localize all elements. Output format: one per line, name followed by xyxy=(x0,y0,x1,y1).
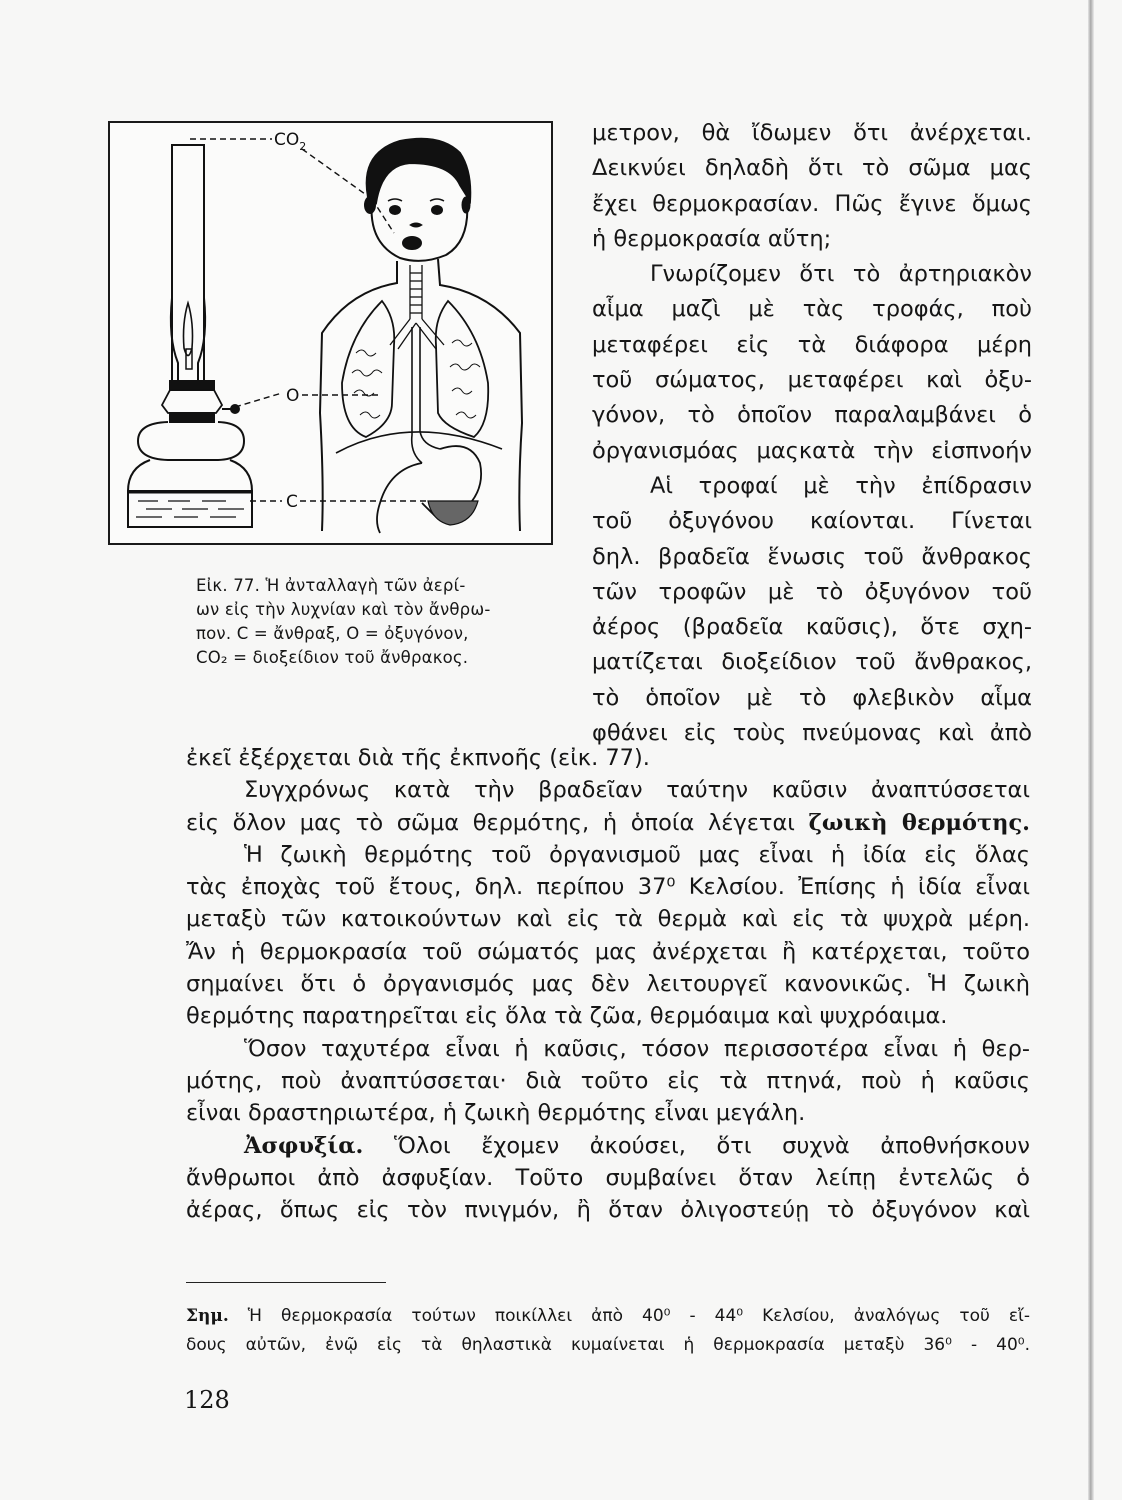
text-line: τὰς ἐποχὰς τοῦ ἔτους, δηλ. περίπου 37⁰ Κελσίου. Ἐπίσης ἡ ἰδία εἶναι xyxy=(186,874,1030,901)
text-line: Ὅσον ταχυτέρα εἶναι ἡ καῦσις, τόσον περισσοτέρα εἶναι ἡ θερ- xyxy=(244,1035,1030,1062)
figure-caption xyxy=(196,574,546,670)
label-oxygen: O xyxy=(286,386,300,406)
text-line: ἄνθρωποι ἀπὸ ἀσφυξίαν. Τοῦτο συμβαίνει ὅταν λείπῃ ἐντελῶς ὁ xyxy=(186,1164,1030,1191)
text-line: τῶν τροφῶν μὲ τὸ ὀξυγόνον τοῦ xyxy=(592,578,1032,605)
text-line: τὸ ὁποῖον μὲ τὸ φλεβικὸν αἷμα xyxy=(592,684,1032,711)
text-line: μετρον, θὰ ἴδωμεν ὅτι ἀνέρχεται. xyxy=(592,120,1032,146)
figure-77-illustration xyxy=(108,121,553,545)
lamp-chimney xyxy=(172,145,204,381)
text-line: ματίζεται διοξείδιον τοῦ ἄνθρακος, xyxy=(592,649,1032,676)
text-line: φθάνει εἰς τοὺς πνεύμονας καὶ ἀπὸ xyxy=(592,720,1032,747)
co2-leader-right xyxy=(302,149,372,199)
lamp-burner xyxy=(162,390,222,413)
footnote xyxy=(186,1302,1030,1360)
book-spine-shadow xyxy=(1088,0,1094,1500)
page-number: 128 xyxy=(184,1386,230,1414)
text-line: Συγχρόνως κατὰ τὴν βραδεῖαν ταύτην καῦσιν ἀναπτύσσεται xyxy=(244,777,1030,804)
text-line: μεταξὺ τῶν κατοικούντων καὶ εἰς τὰ θερμὰ καὶ εἰς τὰ ψυχρὰ μέρη. xyxy=(186,906,1030,933)
caption-line: Εἰκ. 77. Ἡ ἀνταλλαγὴ τῶν ἀερί- xyxy=(196,576,466,595)
footnote-line: Σημ. Ἡ θερμοκρασία τούτων ποικίλλει ἀπὸ 40⁰ - 44⁰ Κελσίου, ἀναλόγως τοῦ εἴ- xyxy=(186,1306,1030,1326)
text-line: εἰς ὅλον μας τὸ σῶμα θερμότης, ἡ ὁποία λέγεται ζωικὴ θερμότης. xyxy=(186,809,1030,836)
text-line: Ἄν ἡ θερμοκρασία τοῦ σώματός μας ἀνέρχεται ἢ κατέρχεται, τοῦτο xyxy=(186,938,1030,965)
text-line: Ἡ ζωικὴ θερμότης τοῦ ὀργανισμοῦ μας εἶναι ἡ ἰδία εἰς ὅλας xyxy=(244,841,1030,868)
mouth xyxy=(403,237,421,249)
text-line: ἀέρος (βραδεῖα καῦσις), ὅτε σχη- xyxy=(592,614,1032,641)
text-line: ἐκεῖ ἐξέρχεται διὰ τῆς ἐκπνοῆς (εἰκ. 77). xyxy=(186,745,650,771)
text-line: ἔχει θερμοκρασίαν. Πῶς ἔγινε ὅμως xyxy=(592,190,1032,217)
section-heading-asphyxia: Ἀσφυξία. xyxy=(244,1132,364,1159)
gas-exchange-diagram xyxy=(110,123,551,543)
label-carbon: C xyxy=(286,492,298,512)
lamp-base-upper xyxy=(138,422,244,460)
text-line: Αἱ τροφαί μὲ τὴν ἐπίδρασιν xyxy=(650,472,1032,499)
text-line: ἡ θερμοκρασία αὕτη; xyxy=(592,225,832,252)
text-line: Δεικνύει δηλαδὴ ὅτι τὸ σῶμα μας xyxy=(592,155,1032,182)
caption-line: πον. C = ἄνθραξ, O = ὀξυγόνον, xyxy=(196,624,469,643)
lamp-base-lower xyxy=(128,460,252,491)
text-line: σημαίνει ὅτι ὁ ὀργανισμός μας δὲν λειτουργεῖ κανονικῶς. Ἡ ζωικὴ xyxy=(186,971,1030,998)
text-line: αἷμα μαζὶ μὲ τὰς τροφάς, ποὺ xyxy=(592,296,1032,323)
caption-line: ων εἰς τὴν λυχνίαν καὶ τὸν ἄνθρω- xyxy=(196,600,491,619)
text-line: δηλ. βραδεῖα ἕνωσις τοῦ ἄνθρακος xyxy=(592,543,1032,570)
hair-icon xyxy=(367,139,471,203)
head-outline xyxy=(372,201,468,261)
text-line: μεταφέρει εἰς τὰ διάφορα μέρη xyxy=(592,331,1032,358)
oxygen-leader-left xyxy=(235,393,282,407)
text-line: τοῦ ὀξυγόνου καίονται. Γίνεται xyxy=(592,508,1032,535)
footnote-divider xyxy=(186,1282,386,1283)
right-column-text xyxy=(592,116,1032,751)
text-line: ὀργανισμόας μαςκατὰ τὴν εἰσπνοήν xyxy=(592,437,1032,464)
nose xyxy=(410,223,422,227)
footnote-label: Σημ. xyxy=(186,1306,229,1326)
text-line: γόνον, τὸ ὁποῖον παραλαμβάνει ὁ xyxy=(592,402,1032,429)
bold-term: ζωικὴ θερμότης. xyxy=(808,809,1030,836)
body-text xyxy=(186,742,1030,1226)
text-line: τοῦ σώματος, μεταφέρει καὶ ὀξυ- xyxy=(592,367,1032,394)
body-outline xyxy=(320,259,522,531)
stomach-contents xyxy=(428,501,478,525)
left-lung xyxy=(342,301,394,437)
footnote-line: δους αὐτῶν, ἐνῷ εἰς τὰ θηλαστικὰ κυμαίνεται ἡ θερμοκρασία μεταξὺ 36⁰ - 40⁰. xyxy=(186,1335,1030,1355)
label-co2: $CO_2$ xyxy=(274,130,307,153)
text-line: μότης, ποὺ ἀναπτύσσεται· διὰ τοῦτο εἰς τὰ πτηνά, ποὺ ἡ καῦσις xyxy=(186,1067,1030,1094)
text-line: Γνωρίζομεν ὅτι τὸ ἀρτηριακὸν xyxy=(650,261,1032,288)
lamp-collar-bottom xyxy=(170,413,214,422)
text-line: ἀέρας, ὅπως εἰς τὸν πνιγμόν, ἢ ὅταν ὀλιγοστεύῃ τὸ ὀξυγόνον καὶ xyxy=(186,1197,1030,1224)
leader-lines xyxy=(190,139,430,501)
text-line: εἶναι δραστηριωτέρα, ἡ ζωικὴ θερμότης εἶναι μεγάλη. xyxy=(186,1100,806,1127)
text-line: Ἀσφυξία. Ὅλοι ἔχομεν ἀκούσει, ὅτι συχνὰ ἀποθνήσκουν xyxy=(244,1132,1030,1159)
lamp-collar-top xyxy=(170,381,214,390)
text-line: θερμότης παρατηρεῖται εἰς ὅλα τὰ ζῶα, θερμόαιμα καὶ ψυχρόαιμα. xyxy=(186,1003,948,1030)
caption-line: CO₂ = διοξείδιον τοῦ ἄνθρακος. xyxy=(196,648,469,667)
lung-texture xyxy=(352,340,480,418)
